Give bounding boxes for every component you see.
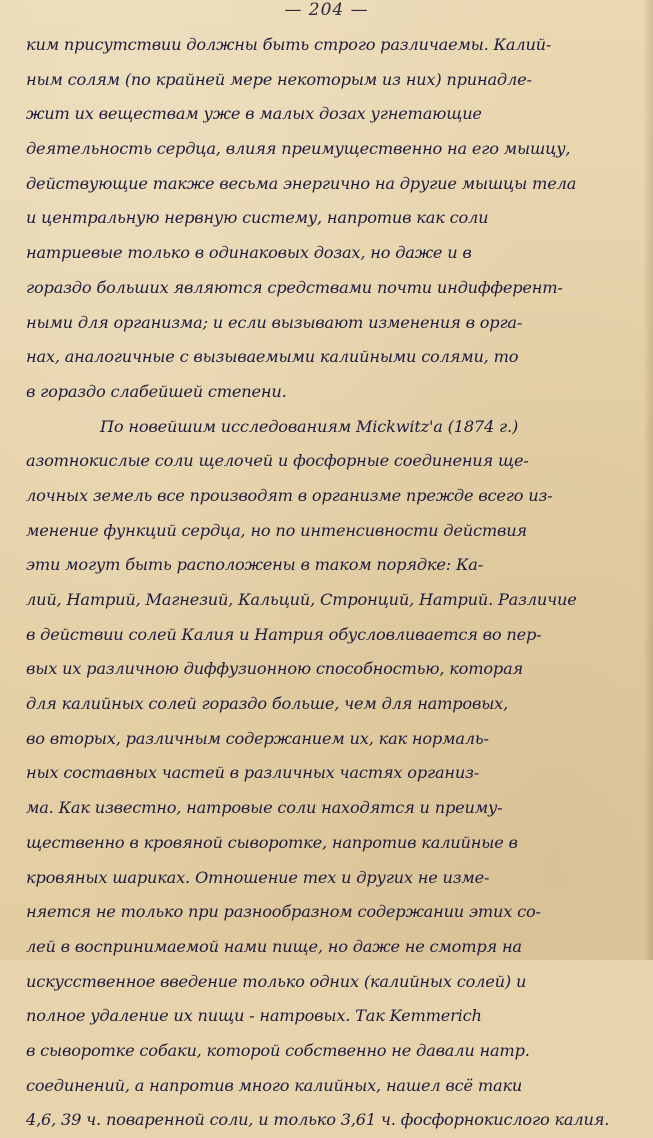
text-line: ными для организма; и если вызывают изменения в орга- <box>26 312 523 332</box>
paragraph-start-line: По новейшим исследованиям Mickwitz'a (1874 г.) <box>100 416 519 436</box>
text-line: 4,6, 39 ч. поваренной соли, и только 3,61 ч. фосфорнокислого калия. <box>26 1110 610 1130</box>
text-line: эти могут быть расположены в таком порядке: Ка- <box>26 555 484 575</box>
text-line: натриевые только в одинаковых дозах, но даже и в <box>26 243 472 263</box>
text-line: кровяных шариках. Отношение тех и других не изме- <box>26 867 490 887</box>
text-line: лей в воспринимаемой нами пище, но даже не смотря на <box>26 936 522 956</box>
text-line: няется не только при разнообразном содержании этих со- <box>26 902 541 922</box>
text-line: соединений, а напротив много калийных, нашел всё таки <box>26 1075 523 1095</box>
text-line: жит их веществам уже в малых дозах угнетающие <box>26 104 482 124</box>
text-line: ным солям (по крайней мере некоторым из них) принадле- <box>26 69 532 89</box>
text-line: гораздо больших являются средствами почти индифферент- <box>26 277 563 297</box>
text-line: нах, аналогичные с вызываемыми калийными солями, то <box>26 347 519 367</box>
page-edge-shadow <box>643 0 653 960</box>
text-line: в сыворотке собаки, которой собственно не давали натр. <box>26 1040 530 1060</box>
text-line: щественно в кровяной сыворотке, напротив калийные в <box>26 832 518 852</box>
text-line: в гораздо слабейшей степени. <box>26 381 287 401</box>
text-line: вых их различною диффузионною способностью, которая <box>26 659 524 679</box>
text-line: во вторых, различным содержанием их, как нормаль- <box>26 728 489 748</box>
text-line: деятельность сердца, влияя преимущественно на его мышцу, <box>26 139 571 159</box>
text-line: и центральную нервную систему, напротив как соли <box>26 208 489 228</box>
text-line: искусственное введение только одних (калийных солей) и <box>26 971 527 991</box>
text-line: в действии солей Калия и Натрия обусловливается во пер- <box>26 624 542 644</box>
text-line: лий, Натрий, Магнезий, Кальций, Стронций, Натрий. Различие <box>26 590 577 609</box>
page-number: — 204 — <box>284 0 369 20</box>
text-line: полное удаление их пищи - натровых. Так Kemmerich <box>26 1006 482 1026</box>
text-line: менение функций сердца, но по интенсивности действия <box>26 520 527 540</box>
text-line: ма. Как известно, натровые соли находятся и преиму- <box>26 798 503 818</box>
text-line: азотнокислые соли щелочей и фосфорные соединения ще- <box>26 451 529 471</box>
handwritten-text-block <box>26 28 618 1138</box>
text-line: для калийных солей гораздо больше, чем для натровых, <box>26 694 509 714</box>
text-line: лочных земель все производят в организме прежде всего из- <box>26 485 553 505</box>
text-line: ных составных частей в различных частях организ- <box>26 763 480 783</box>
text-line: действующие также весьма энергично на другие мышцы тела <box>26 173 577 193</box>
text-line: ким присутствии должны быть строго различаемы. Калий- <box>26 35 552 54</box>
